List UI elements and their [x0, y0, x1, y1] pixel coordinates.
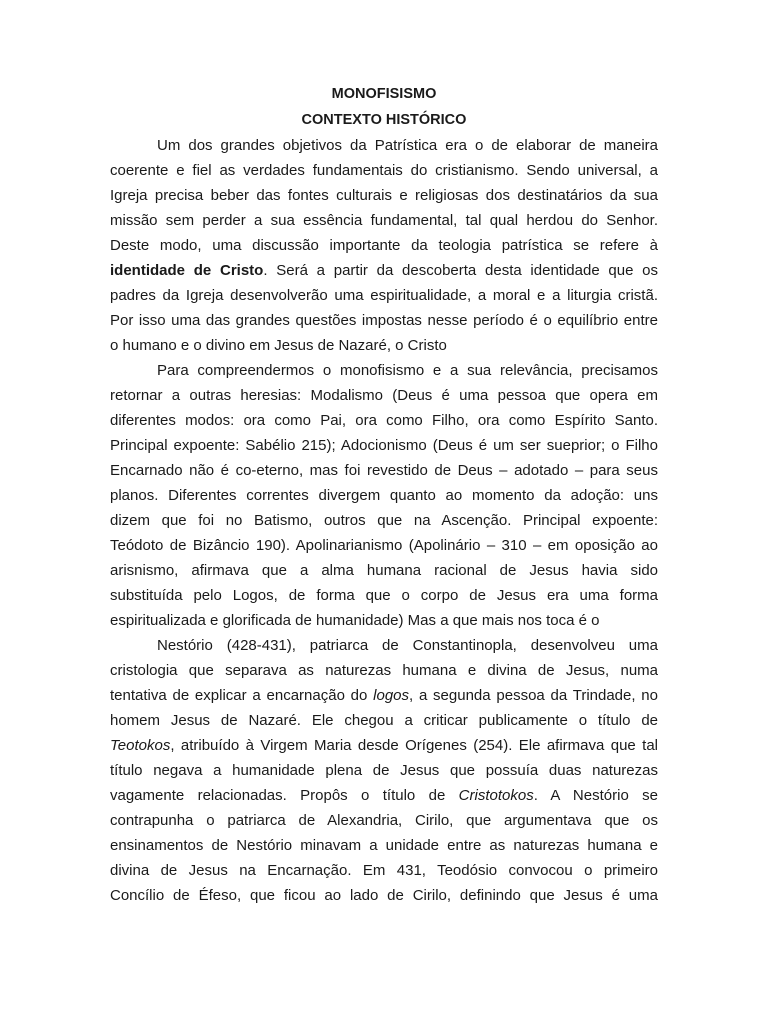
paragraph-line: coerente e fiel as verdades fundamentais do cristianismo. Sendo universal, a [110, 162, 658, 179]
text-span: , atribuído à Virgem Maria desde Orígenes (254). Ele afirmava que tal [170, 737, 658, 754]
italic-term: logos [373, 687, 409, 704]
paragraph-line: título negava a humanidade plena de Jesus que possuía duas naturezas [110, 762, 658, 779]
paragraph-line: Teódoto de Bizâncio 190). Apolinarianismo (Apolinário – 310 – em oposição ao [110, 537, 658, 554]
paragraph-line: Concílio de Éfeso, que ficou ao lado de Cirilo, definindo que Jesus é uma [110, 887, 658, 904]
text-span: vagamente relacionadas. Propôs o título de [110, 787, 459, 804]
text-span: tentativa de explicar a encarnação do [110, 687, 374, 704]
paragraph-line: Igreja precisa beber das fontes culturais e religiosas dos destinatários da sua [110, 187, 658, 204]
paragraph-line: Principal expoente: Sabélio 215); Adocionismo (Deus é um ser sueprior; o Filho [110, 437, 658, 454]
paragraph-line: divina de Jesus na Encarnação. Em 431, Teodósio convocou o primeiro [110, 862, 658, 879]
italic-term: Teotokos [110, 737, 171, 754]
section-heading: CONTEXTO HISTÓRICO [301, 112, 467, 128]
paragraph-line: padres da Igreja desenvolverão uma espiritualidade, a moral e a liturgia cristã. [110, 287, 658, 304]
paragraph-line: Nestório (428-431), patriarca de Constantinopla, desenvolveu uma [157, 637, 658, 654]
page-title: MONOFISISMO [331, 86, 437, 102]
paragraph-line: missão sem perder a sua essência fundamental, tal qual herdou do Senhor. [110, 212, 658, 229]
paragraph-line: planos. Diferentes correntes divergem quanto ao momento da adoção: uns [110, 487, 658, 504]
bold-term: identidade de Cristo [110, 262, 264, 279]
paragraph-line: diferentes modos: ora como Pai, ora como Filho, ora como Espírito Santo. [110, 412, 658, 429]
paragraph-line: Para compreendermos o monofisismo e a sua relevância, precisamos [157, 362, 658, 379]
paragraph-line [110, 736, 658, 756]
text-span: . A Nestório se [533, 787, 658, 804]
paragraph-line: espiritualizada e glorificada de humanidade) Mas a que mais nos toca é o [110, 612, 600, 629]
paragraph-line: dizem que foi no Batismo, outros que na Ascenção. Principal expoente: [110, 512, 658, 529]
paragraph-line: o humano e o divino em Jesus de Nazaré, o Cristo [110, 337, 447, 354]
paragraph-line: Por isso uma das grandes questões impostas nesse período é o equilíbrio entre [110, 312, 658, 329]
paragraph-line: Um dos grandes objetivos da Patrística era o de elaborar de maneira [157, 137, 658, 154]
paragraph-line: retornar a outras heresias: Modalismo (Deus é uma pessoa que opera em [110, 387, 658, 404]
paragraph-line: contrapunha o patriarca de Alexandria, Cirilo, que argumentava que os [110, 812, 658, 829]
paragraph-line: Deste modo, uma discussão importante da teologia patrística se refere à [110, 237, 658, 254]
paragraph-line: substituída pelo Logos, de forma que o corpo de Jesus era uma forma [110, 587, 658, 604]
text-span: , a segunda pessoa da Trindade, no [409, 687, 658, 704]
paragraph-line: ensinamentos de Nestório minavam a unidade entre as naturezas humana e [110, 837, 658, 854]
paragraph-line [110, 786, 658, 806]
paragraph-line [110, 261, 658, 281]
paragraph-line: homem Jesus de Nazaré. Ele chegou a criticar publicamente o título de [110, 712, 658, 729]
paragraph-line: Encarnado não é co-eterno, mas foi revestido de Deus – adotado – para seus [110, 462, 658, 479]
paragraph-line [110, 686, 658, 706]
text-span: . Será a partir da descoberta desta identidade que os [263, 262, 658, 279]
italic-term: Cristotokos [458, 787, 534, 804]
paragraph-line: arisnismo, afirmava que a alma humana racional de Jesus havia sido [110, 562, 658, 579]
paragraph-line: cristologia que separava as naturezas humana e divina de Jesus, numa [110, 662, 658, 679]
